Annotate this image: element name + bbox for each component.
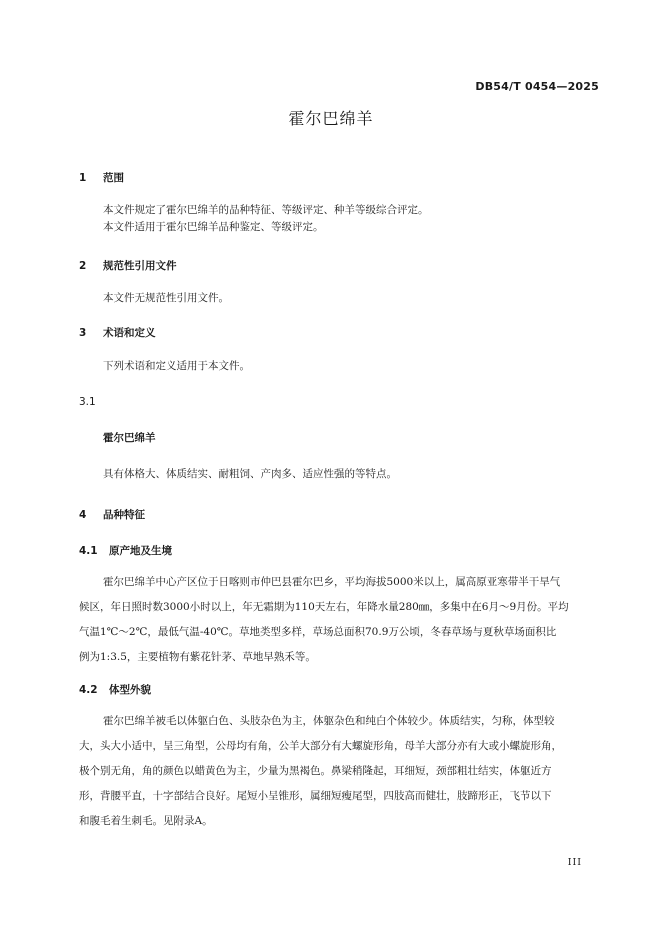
term-name: 霍尔巴绵羊 bbox=[103, 432, 156, 444]
document-title: 霍尔巴绵羊 bbox=[288, 109, 374, 128]
text-line: 候区，年日照时数3000小时以上，年无霜期为110天左右，年降水量280㎜，多集中在6月～9月份。平均 bbox=[79, 601, 569, 613]
terms-intro-text: 下列术语和定义适用于本文件。 bbox=[103, 360, 250, 372]
section-heading-appearance bbox=[79, 682, 151, 697]
text-line: 形，背腰平直，十字部结合良好。尾短小呈锥形，属细短瘦尾型，四肢高而健壮，肢蹄形正，飞节以下 bbox=[79, 790, 552, 802]
section-number: 4.1 bbox=[79, 545, 98, 557]
text-line: 气温1℃～2℃，最低气温-40℃。草地类型多样，草场总面积70.9万公顷，冬春草场与夏秋草场面积比 bbox=[79, 626, 557, 638]
section-number: 4 bbox=[79, 509, 87, 521]
term-definition: 具有体格大、体质结实、耐粗饲、产肉多、适应性强的等特点。 bbox=[103, 468, 397, 480]
section-heading-breed-features bbox=[79, 507, 145, 522]
section-number: 1 bbox=[79, 172, 87, 184]
text-line: 霍尔巴绵羊中心产区位于日喀则市仲巴县霍尔巴乡，平均海拔5000米以上，属高原亚寒带半干旱气 bbox=[103, 576, 561, 588]
section-heading-normative-references bbox=[79, 258, 177, 273]
scope-paragraph bbox=[79, 202, 601, 236]
origin-paragraph bbox=[79, 570, 601, 670]
normative-references-text: 本文件无规范性引用文件。 bbox=[103, 292, 229, 304]
section-title: 规范性引用文件 bbox=[103, 260, 177, 272]
section-heading-terms bbox=[79, 325, 156, 340]
section-title: 品种特征 bbox=[103, 509, 145, 521]
text-line: 大，头大小适中，呈三角型，公母均有角，公羊大部分有大螺旋形角，母羊大部分亦有大或小螺旋形角， bbox=[79, 740, 562, 752]
appearance-paragraph bbox=[79, 709, 601, 834]
text-line: 极个别无角，角的颜色以蜡黄色为主，少量为黑褐色。鼻梁稍隆起，耳细短，颈部粗壮结实，体躯近方 bbox=[79, 765, 552, 777]
section-number: 2 bbox=[79, 260, 87, 272]
text-line: 例为1:3.5，主要植物有紫花针茅、草地早熟禾等。 bbox=[79, 651, 316, 663]
section-number: 4.2 bbox=[79, 684, 98, 696]
page-number: III bbox=[567, 857, 582, 868]
standard-code: DB54/T 0454—2025 bbox=[475, 80, 599, 93]
text-line: 本文件规定了霍尔巴绵羊的品种特征、等级评定、种羊等级综合评定。 bbox=[103, 204, 429, 216]
text-line: 本文件适用于霍尔巴绵羊品种鉴定、等级评定。 bbox=[103, 221, 324, 233]
section-title: 体型外貌 bbox=[109, 684, 151, 696]
section-title: 术语和定义 bbox=[103, 327, 156, 339]
text-line: 和腹毛着生刺毛。见附录A。 bbox=[79, 815, 213, 827]
section-number: 3 bbox=[79, 327, 87, 339]
text-line: 霍尔巴绵羊被毛以体躯白色、头肢杂色为主，体躯杂色和纯白个体较少。体质结实，匀称，体型较 bbox=[103, 715, 555, 727]
section-title: 范围 bbox=[103, 172, 124, 184]
term-number bbox=[79, 396, 96, 408]
section-heading-scope bbox=[79, 170, 124, 185]
term-number-label: 3.1 bbox=[79, 396, 96, 408]
section-heading-origin bbox=[79, 543, 172, 558]
section-title: 原产地及生境 bbox=[109, 545, 172, 557]
